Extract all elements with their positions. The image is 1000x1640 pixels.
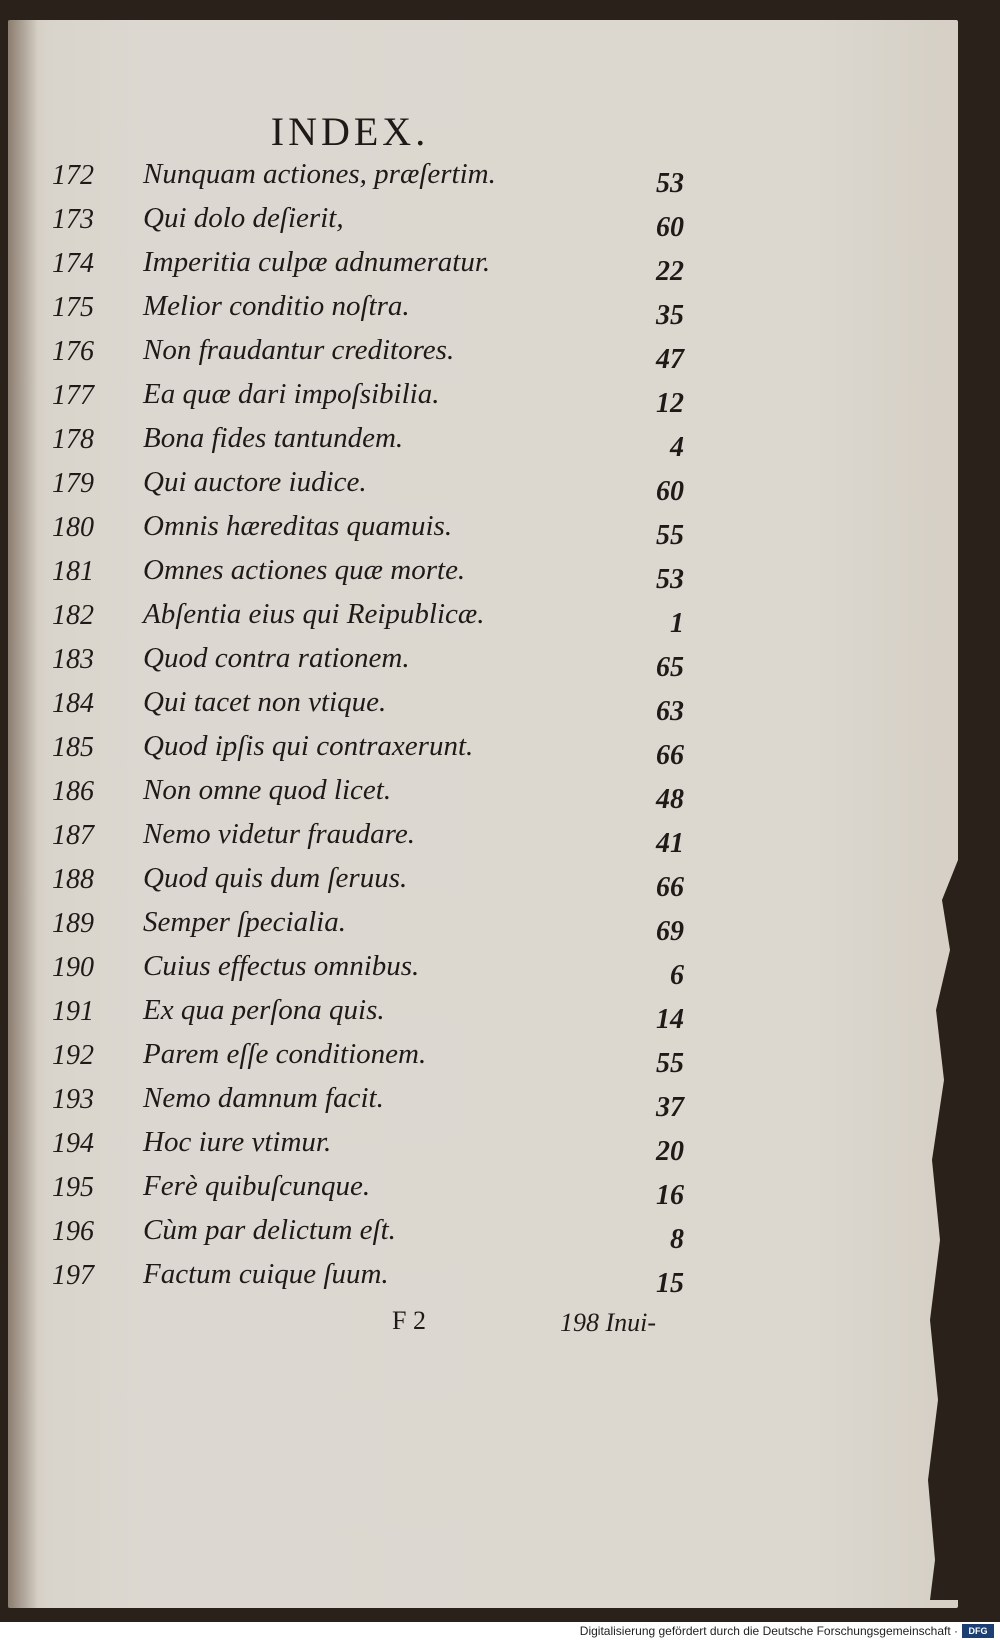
entry-page-number: 35 [656, 300, 684, 331]
entry-page-number: 20 [656, 1136, 684, 1167]
entry-text: Cùm par delictum eſt. [143, 1214, 396, 1246]
entry-page-number: 15 [656, 1268, 684, 1299]
entry-page-number: 6 [670, 960, 684, 991]
entry-text: Nemo damnum facit. [143, 1082, 384, 1114]
entry-page-number: 47 [656, 344, 684, 375]
page-header: INDEX. [270, 109, 430, 154]
entry-text: Semper ſpecialia. [143, 906, 346, 938]
entry-page-number: 53 [656, 168, 684, 199]
entry-number: 178 [52, 424, 94, 455]
entry-page-number: 48 [656, 784, 684, 815]
entry-number: 191 [52, 996, 94, 1027]
entry-text: Ea quæ dari impoſsibilia. [143, 378, 440, 410]
entry-text: Factum cuique ſuum. [143, 1258, 389, 1290]
entry-number: 192 [52, 1040, 94, 1071]
entry-number: 177 [52, 380, 94, 411]
entry-number: 194 [52, 1128, 94, 1159]
index-entry [0, 1074, 720, 1123]
index-entry [0, 502, 720, 551]
entry-text: Quod contra rationem. [143, 642, 410, 674]
entry-text: Qui tacet non vtique. [143, 686, 387, 718]
entry-number: 193 [52, 1084, 94, 1115]
index-entry [0, 546, 720, 595]
entry-number: 182 [52, 600, 94, 631]
entry-text: Bona fides tantundem. [143, 422, 404, 454]
footer-bar [0, 1622, 1000, 1640]
entry-page-number: 55 [656, 1048, 684, 1079]
entry-number: 176 [52, 336, 94, 367]
entry-text: Qui auctore iudice. [143, 466, 367, 498]
entry-number: 197 [52, 1260, 94, 1291]
entry-page-number: 1 [670, 608, 684, 639]
entry-number: 196 [52, 1216, 94, 1247]
index-entry [0, 370, 720, 419]
entry-page-number: 14 [656, 1004, 684, 1035]
entry-number: 181 [52, 556, 94, 587]
entry-number: 188 [52, 864, 94, 895]
entry-text: Melior conditio noſtra. [143, 290, 410, 322]
entry-page-number: 41 [656, 828, 684, 859]
entry-page-number: 60 [656, 212, 684, 243]
entry-page-number: 4 [670, 432, 684, 463]
entry-number: 195 [52, 1172, 94, 1203]
entry-page-number: 8 [670, 1224, 684, 1255]
dfg-logo: DFG [962, 1624, 994, 1638]
entry-number: 172 [52, 160, 94, 191]
entry-page-number: 60 [656, 476, 684, 507]
entry-page-number: 53 [656, 564, 684, 595]
index-entry [0, 1250, 720, 1299]
index-entry [0, 986, 720, 1035]
entry-page-number: 66 [656, 872, 684, 903]
entry-text: Omnis hæreditas quamuis. [143, 510, 453, 542]
entry-page-number: 63 [656, 696, 684, 727]
entry-text: Omnes actiones quæ morte. [143, 554, 466, 586]
entry-text: Non fraudantur creditores. [143, 334, 455, 366]
signature-mark: F 2 [392, 1306, 426, 1335]
entry-number: 190 [52, 952, 94, 983]
entry-number: 186 [52, 776, 94, 807]
index-entry [0, 282, 720, 331]
entry-page-number: 69 [656, 916, 684, 947]
entry-page-number: 66 [656, 740, 684, 771]
entry-text: Parem eſſe conditionem. [143, 1038, 427, 1070]
index-entry [0, 238, 720, 287]
index-entry [0, 942, 720, 991]
index-list [0, 150, 720, 1299]
entry-text: Cuius effectus omnibus. [143, 950, 420, 982]
funding-credit: Digitalisierung gefördert durch die Deutsche Forschungsgemeinschaft · [579, 1624, 958, 1638]
index-entry [0, 150, 720, 199]
torn-page-edge [880, 860, 970, 1600]
index-entry [0, 810, 720, 859]
entry-text: Qui dolo deſierit, [143, 202, 344, 234]
index-entry [0, 898, 720, 947]
index-entry [0, 1030, 720, 1079]
entry-page-number: 37 [656, 1092, 684, 1123]
index-entry [0, 722, 720, 771]
entry-text: Nunquam actiones, præſertim. [143, 158, 496, 190]
entry-number: 183 [52, 644, 94, 675]
index-entry [0, 194, 720, 243]
entry-number: 187 [52, 820, 94, 851]
entry-number: 175 [52, 292, 94, 323]
entry-text: Nemo videtur fraudare. [143, 818, 415, 850]
index-entry [0, 458, 720, 507]
entry-page-number: 22 [656, 256, 684, 287]
index-entry [0, 634, 720, 683]
entry-number: 180 [52, 512, 94, 543]
entry-text: Hoc iure vtimur. [143, 1126, 332, 1158]
entry-number: 185 [52, 732, 94, 763]
entry-text: Imperitia culpæ adnumeratur. [143, 246, 491, 278]
entry-text: Quod ipſis qui contraxerunt. [143, 730, 474, 762]
index-entry [0, 1118, 720, 1167]
index-entry [0, 1162, 720, 1211]
catchword: 198 Inui- [560, 1308, 657, 1337]
entry-number: 174 [52, 248, 94, 279]
entry-page-number: 12 [656, 388, 684, 419]
entry-page-number: 65 [656, 652, 684, 683]
entry-page-number: 55 [656, 520, 684, 551]
index-entry [0, 414, 720, 463]
entry-page-number: 16 [656, 1180, 684, 1211]
entry-text: Non omne quod licet. [143, 774, 392, 806]
index-entry [0, 326, 720, 375]
entry-number: 189 [52, 908, 94, 939]
entry-text: Ex qua perſona quis. [143, 994, 385, 1026]
entry-number: 173 [52, 204, 94, 235]
index-entry [0, 766, 720, 815]
entry-text: Abſentia eius qui Reipublicæ. [143, 598, 485, 630]
entry-number: 179 [52, 468, 94, 499]
index-entry [0, 1206, 720, 1255]
index-entry [0, 590, 720, 639]
entry-number: 184 [52, 688, 94, 719]
entry-text: Ferè quibuſcunque. [143, 1170, 371, 1202]
index-entry [0, 854, 720, 903]
entry-text: Quod quis dum ſeruus. [143, 862, 408, 894]
index-entry [0, 678, 720, 727]
